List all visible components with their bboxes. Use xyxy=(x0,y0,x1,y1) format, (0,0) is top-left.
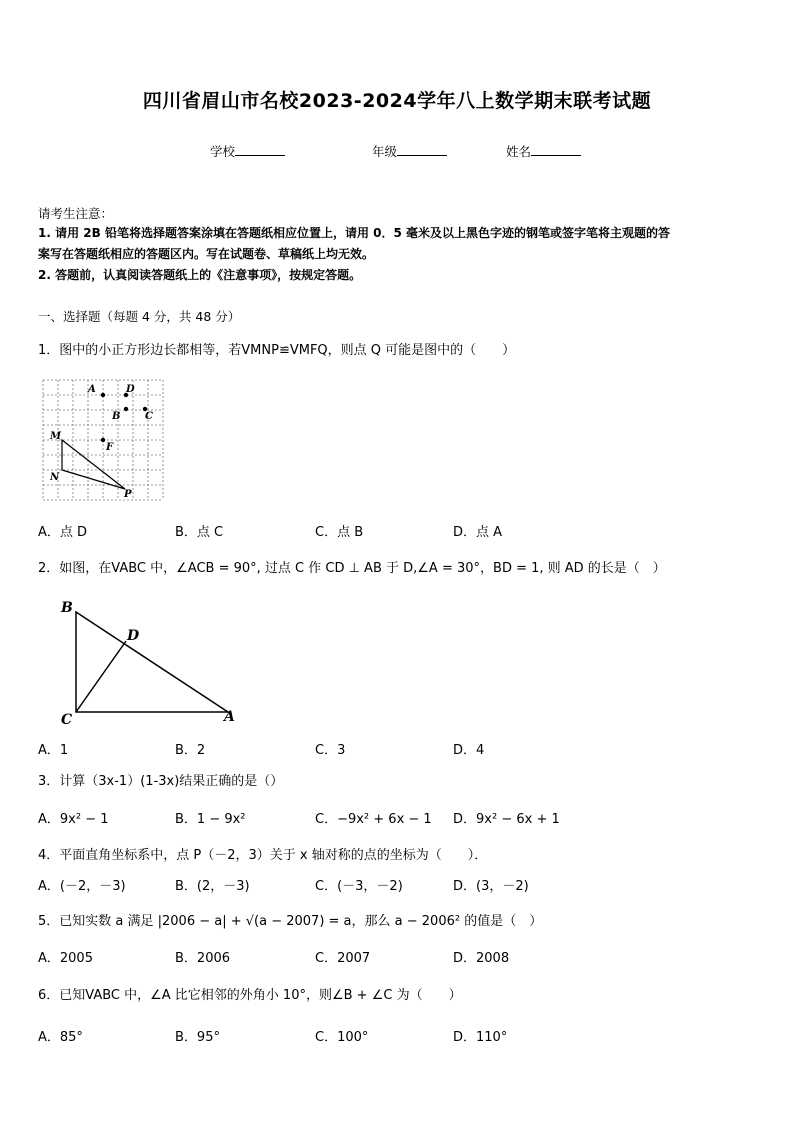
q5-option-a: A．2005 xyxy=(38,951,93,966)
q1-label-c: C xyxy=(145,411,153,422)
q1-text: 1．图中的小正方形边长都相等，若VMNP≌VMFQ，则点 Q 可能是图中的（ ） xyxy=(38,343,516,358)
name-label: 姓名 xyxy=(506,144,532,159)
q5-option-b: B．2006 xyxy=(175,951,231,966)
q2-label-d: D xyxy=(127,628,140,644)
q1-label-a: A xyxy=(88,384,96,395)
grade-label: 年级 xyxy=(372,144,398,159)
q1-label-f: F xyxy=(106,442,114,453)
q2-option-b: B．2 xyxy=(175,743,206,758)
q1-option-d: D．点 A xyxy=(453,525,503,540)
q1-grid-figure xyxy=(38,372,168,508)
q2-option-d: D．4 xyxy=(453,743,485,758)
q6-option-c: C．100° xyxy=(315,1030,369,1045)
notice-heading: 请考生注意： xyxy=(38,206,114,221)
q1-option-c: C．点 B xyxy=(315,525,364,540)
q2-option-c: C．3 xyxy=(315,743,346,758)
q2-label-c: C xyxy=(61,712,73,728)
q4-option-c: C．(－3，－2) xyxy=(315,879,403,894)
q1-label-m: M xyxy=(50,431,62,442)
name-field xyxy=(506,142,581,160)
q3-text: 3．计算（3x-1）(1-3x)结果正确的是（） xyxy=(38,774,284,789)
school-field xyxy=(210,142,285,160)
section-heading: 一、选择题（每题 4 分，共 48 分） xyxy=(38,309,241,324)
q3-option-c: C．−9x² + 6x − 1 xyxy=(315,812,432,827)
q4-option-a: A．(－2，－3) xyxy=(38,879,126,894)
notice-line-1a: 1. 请用 2B 铅笔将选择题答案涂填在答题纸相应位置上，请用 0．5 毫米及以上黑色字迹的钢笔或签字笔将主观题的答 xyxy=(38,226,670,240)
notice-line-1b: 案写在答题纸相应的答题区内。写在试题卷、草稿纸上均无效。 xyxy=(38,247,375,261)
q1-label-p: P xyxy=(124,489,132,500)
q4-option-d: D．(3，－2) xyxy=(453,879,529,894)
q6-option-b: B．95° xyxy=(175,1030,220,1045)
q5-text: 5．已知实数 a 满足 |2006 − a| + √(a − 2007) = a，那么 a − 2006² 的值是（ ） xyxy=(38,914,543,929)
q4-option-b: B．(2，－3) xyxy=(175,879,250,894)
q6-text: 6．已知VABC 中，∠A 比它相邻的外角小 10°，则∠B + ∠C 为（ ） xyxy=(38,988,462,1003)
q2-label-b: B xyxy=(61,600,73,616)
q6-option-a: A．85° xyxy=(38,1030,83,1045)
q2-triangle-figure xyxy=(55,596,245,730)
grade-blank xyxy=(397,143,447,156)
q1-label-d: D xyxy=(126,384,135,395)
q6-option-d: D．110° xyxy=(453,1030,508,1045)
notice-line-2: 2. 答题前，认真阅读答题纸上的《注意事项》，按规定答题。 xyxy=(38,268,362,282)
q5-option-c: C．2007 xyxy=(315,951,371,966)
q1-label-b: B xyxy=(112,411,121,422)
school-label: 学校 xyxy=(210,144,236,159)
q4-text: 4．平面直角坐标系中，点 P（－2，3）关于 x 轴对称的点的坐标为（ ）． xyxy=(38,848,488,863)
q3-option-a: A．9x² − 1 xyxy=(38,812,109,827)
q5-option-d: D．2008 xyxy=(453,951,510,966)
q3-option-d: D．9x² − 6x + 1 xyxy=(453,812,560,827)
q2-text: 2．如图，在VABC 中，∠ACB = 90°, 过点 C 作 CD ⊥ AB 于 D,∠A = 30°，BD = 1, 则 AD 的长是（ ） xyxy=(38,561,666,576)
q2-label-a: A xyxy=(224,709,235,725)
q3-option-b: B．1 − 9x² xyxy=(175,812,246,827)
name-blank xyxy=(531,143,581,156)
q1-option-a: A．点 D xyxy=(38,525,88,540)
grade-field xyxy=(372,142,447,160)
school-blank xyxy=(235,143,285,156)
q1-label-n: N xyxy=(50,472,60,483)
page-title: 四川省眉山市名校2023-2024学年八上数学期末联考试题 xyxy=(142,90,652,112)
q1-option-b: B．点 C xyxy=(175,525,224,540)
q2-option-a: A．1 xyxy=(38,743,69,758)
